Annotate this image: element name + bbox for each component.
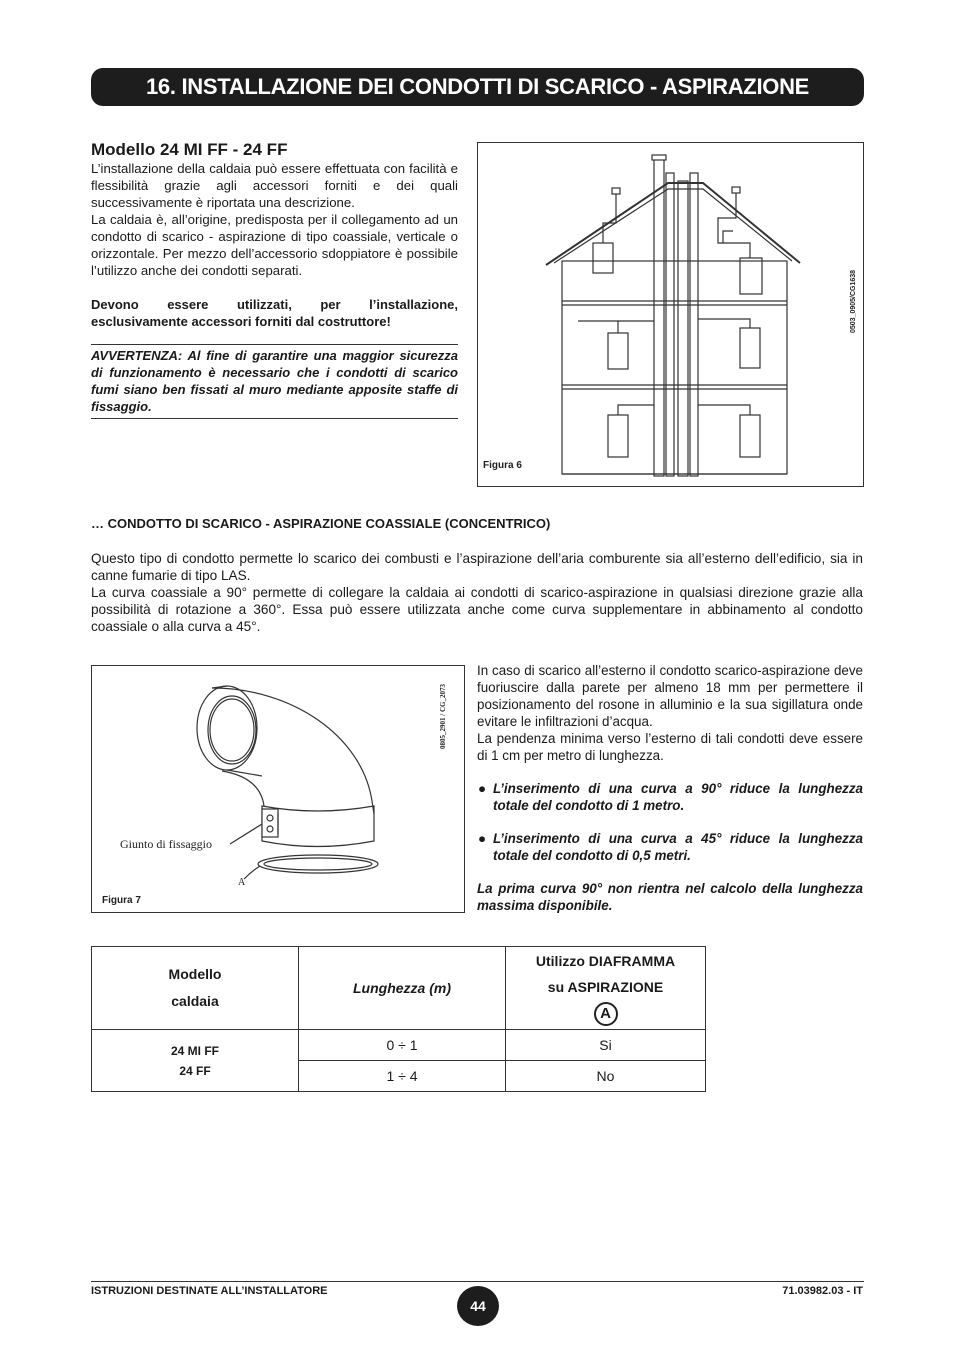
figure-7-code: 0805_2901 / CG_2073 <box>439 684 447 749</box>
coaxial-paragraph-1: Questo tipo di condotto permette lo scarico dei combusti e l’aspirazione dell’aria comburente sia all’esterno dell’edificio, sia in canne fumarie di tipo LAS. <box>91 551 863 583</box>
callout-a: A <box>238 877 246 888</box>
figure-6-code: 0503_0905/CG1638 <box>850 269 857 333</box>
building-flue-diagram <box>478 143 863 486</box>
intro-paragraph-1: L’installazione della caldaia può essere effettuata con facilità e flessibilità grazie agli accessori forniti e dei quali successivamente è riportata una descrizione. <box>91 161 458 210</box>
slope-paragraph: La pendenza minima verso l’esterno di tali condotti deve essere di 1 cm per metro di lunghezza. <box>477 731 863 763</box>
bullet-icon: ● <box>478 781 487 796</box>
coaxial-section-body <box>91 550 863 635</box>
warning-box: AVVERTENZA: Al fine di garantire una maggior sicurezza di funzionamento è necessario che i condotti di scarico fumi siano ben fissati al muro mediante apposite staffe di fissaggio. <box>91 344 458 419</box>
bullet-90-curve <box>477 780 863 814</box>
footer-right: 71.03982.03 - IT <box>782 1285 863 1297</box>
bullet-90-text: L’inserimento di una curva a 90° riduce la lunghezza totale del condotto di 1 metro. <box>493 781 863 813</box>
length-cell: 0 ÷ 1 <box>299 1030 506 1061</box>
model-heading: Modello 24 MI FF - 24 FF <box>91 140 288 159</box>
footer-divider <box>91 1281 864 1282</box>
bullet-45-text: L’inserimento di una curva a 45° riduce la lunghezza totale del condotto di 0,5 metri. <box>493 831 863 863</box>
figure-7 <box>91 665 465 913</box>
footer-left: ISTRUZIONI DESTINATE ALL’INSTALLATORE <box>91 1285 328 1297</box>
header-diaphragm: Utilizzo DIAFRAMMA su ASPIRAZIONE A <box>506 947 706 1030</box>
coaxial-section-heading: … CONDOTTO DI SCARICO - ASPIRAZIONE COASSIALE (CONCENTRICO) <box>91 516 551 531</box>
intro-paragraph-2: La caldaia è, all’origine, predisposta per il collegamento ad un condotto di scarico - aspirazione di tipo coassiale, verticale o orizzontale. Per mezzo dell’accessorio sdoppiatore è possibile l’utilizzo anche dei condotti separati. <box>91 212 458 278</box>
figure-6-label: Figura 6 <box>483 460 522 471</box>
diaphragm-table <box>91 946 706 1092</box>
first-curve-note: La prima curva 90° non rientra nel calcolo della lunghezza massima disponibile. <box>477 881 863 913</box>
model-cell: 24 MI FF 24 FF <box>92 1030 299 1092</box>
callout-joint: Giunto di fissaggio <box>120 837 212 851</box>
page-number: 44 <box>457 1286 499 1326</box>
diaphragm-cell: No <box>506 1061 706 1092</box>
right-column-text <box>477 662 863 914</box>
figure-6 <box>477 142 864 487</box>
accessories-note: Devono essere utilizzati, per l’installazione, esclusivamente accessori forniti dal costruttore! <box>91 297 458 329</box>
length-cell: 1 ÷ 4 <box>299 1061 506 1092</box>
diaphragm-a-symbol: A <box>594 1002 618 1026</box>
intro-text <box>91 160 458 330</box>
section-title-banner: 16. INSTALLAZIONE DEI CONDOTTI DI SCARICO - ASPIRAZIONE <box>91 68 864 106</box>
figure-7-label: Figura 7 <box>102 895 141 906</box>
bullet-icon: ● <box>478 831 487 846</box>
coaxial-paragraph-2: La curva coassiale a 90° permette di collegare la caldaia ai condotti di scarico-aspirazione in qualsiasi direzione grazie alla possibilità di rotazione a 360°. Essa può essere utilizzata anche come curva supplementare in abbinamento al condotto coassiale o alla curva a 45°. <box>91 585 863 634</box>
outlet-paragraph: In caso di scarico all’esterno il condotto scarico-aspirazione deve fuoriuscire dalla parete per almeno 18 mm per permettere il posizionamento del rosone in alluminio e la sua sigillatura onde evitare le infiltrazioni d’acqua. <box>477 663 863 729</box>
header-model: Modello caldaia <box>92 947 299 1030</box>
header-length: Lunghezza (m) <box>299 947 506 1030</box>
bullet-45-curve <box>477 830 863 864</box>
coaxial-elbow-diagram <box>92 666 464 912</box>
diaphragm-cell: Si <box>506 1030 706 1061</box>
